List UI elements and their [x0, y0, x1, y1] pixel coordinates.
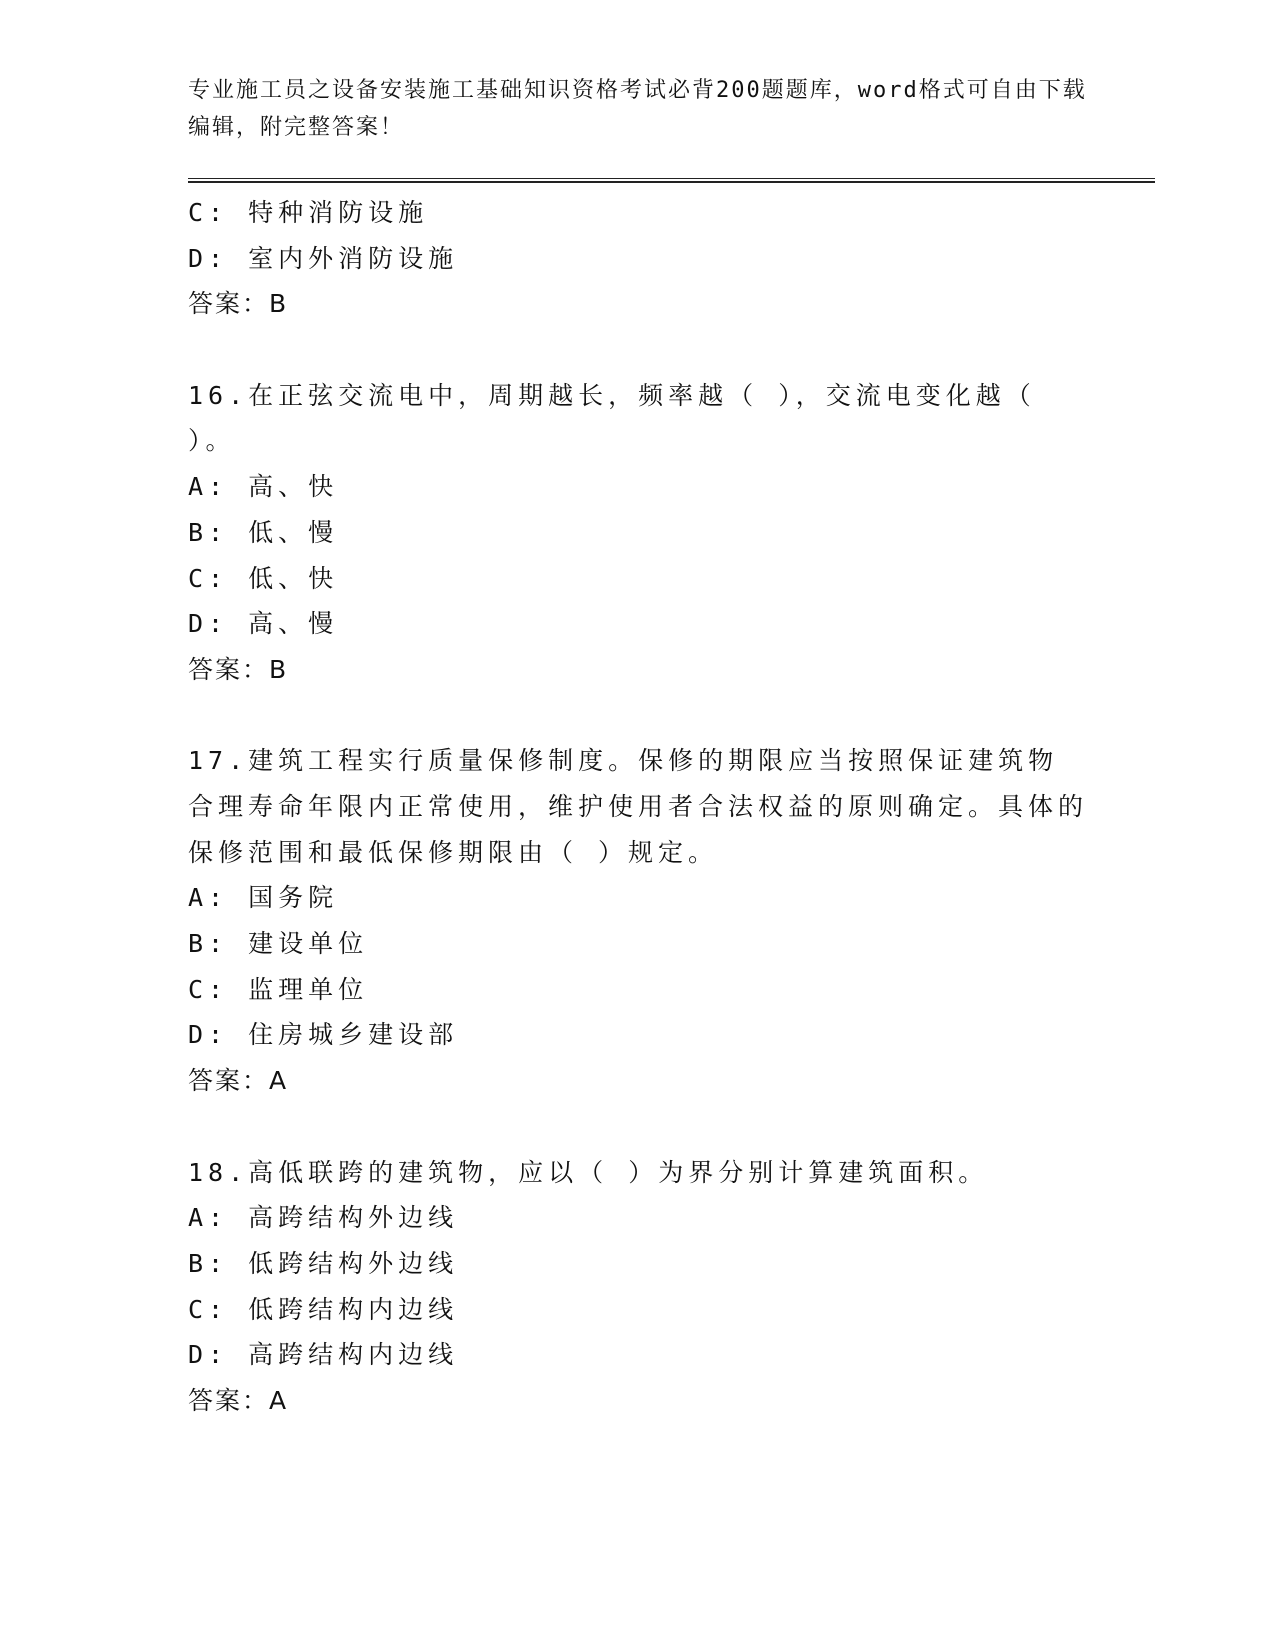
- spacer: [188, 327, 1088, 373]
- document-header: 专业施工员之设备安装施工基础知识资格考试必背200题题库，word格式可自由下载编辑，附完整答案！: [188, 78, 1087, 140]
- question-18-option-d: D: 高跨结构内边线: [188, 1340, 459, 1370]
- question-17-option-d: D: 住房城乡建设部: [188, 1020, 459, 1050]
- question-18-answer: 答案：A: [188, 1385, 289, 1415]
- question-16-text: 16.在正弦交流电中，周期越长，频率越（ ），交流电变化越（ ）。: [188, 380, 1036, 456]
- question-18-text: 18.高低联跨的建筑物，应以（ ）为界分别计算建筑面积。: [188, 1157, 989, 1187]
- question-15-option-c: C: 特种消防设施: [188, 198, 429, 227]
- question-17-answer: 答案：A: [188, 1066, 289, 1096]
- question-16-option-b: B: 低、慢: [188, 517, 339, 547]
- question-16-option-d: D: 高、慢: [188, 609, 339, 639]
- spacer: [188, 1104, 1088, 1150]
- document-body: [188, 190, 1088, 1424]
- question-17-text: 17.建筑工程实行质量保修制度。保修的期限应当按照保证建筑物合理寿命年限内正常使用，维护使用者合法权益的原则确定。具体的保修范围和最低保修期限由（ ）规定。: [188, 746, 1089, 867]
- question-18-option-a: A: 高跨结构外边线: [188, 1203, 459, 1233]
- question-16-answer: 答案：B: [188, 654, 289, 684]
- question-16-option-a: A: 高、快: [188, 472, 339, 502]
- header-rule-thin: [188, 178, 1155, 179]
- question-17-option-b: B: 建设单位: [188, 929, 369, 959]
- question-16-option-c: C: 低、快: [188, 563, 339, 593]
- spacer: [188, 693, 1088, 739]
- question-15-answer: 答案：B: [188, 289, 289, 319]
- question-18-option-b: B: 低跨结构外边线: [188, 1248, 459, 1278]
- header-rule-thick: [188, 181, 1155, 183]
- question-17-option-c: C: 监理单位: [188, 974, 369, 1004]
- question-17-option-a: A: 国务院: [188, 883, 339, 913]
- question-15-option-d: D: 室内外消防设施: [188, 243, 459, 273]
- question-18-option-c: C: 低跨结构内边线: [188, 1294, 459, 1324]
